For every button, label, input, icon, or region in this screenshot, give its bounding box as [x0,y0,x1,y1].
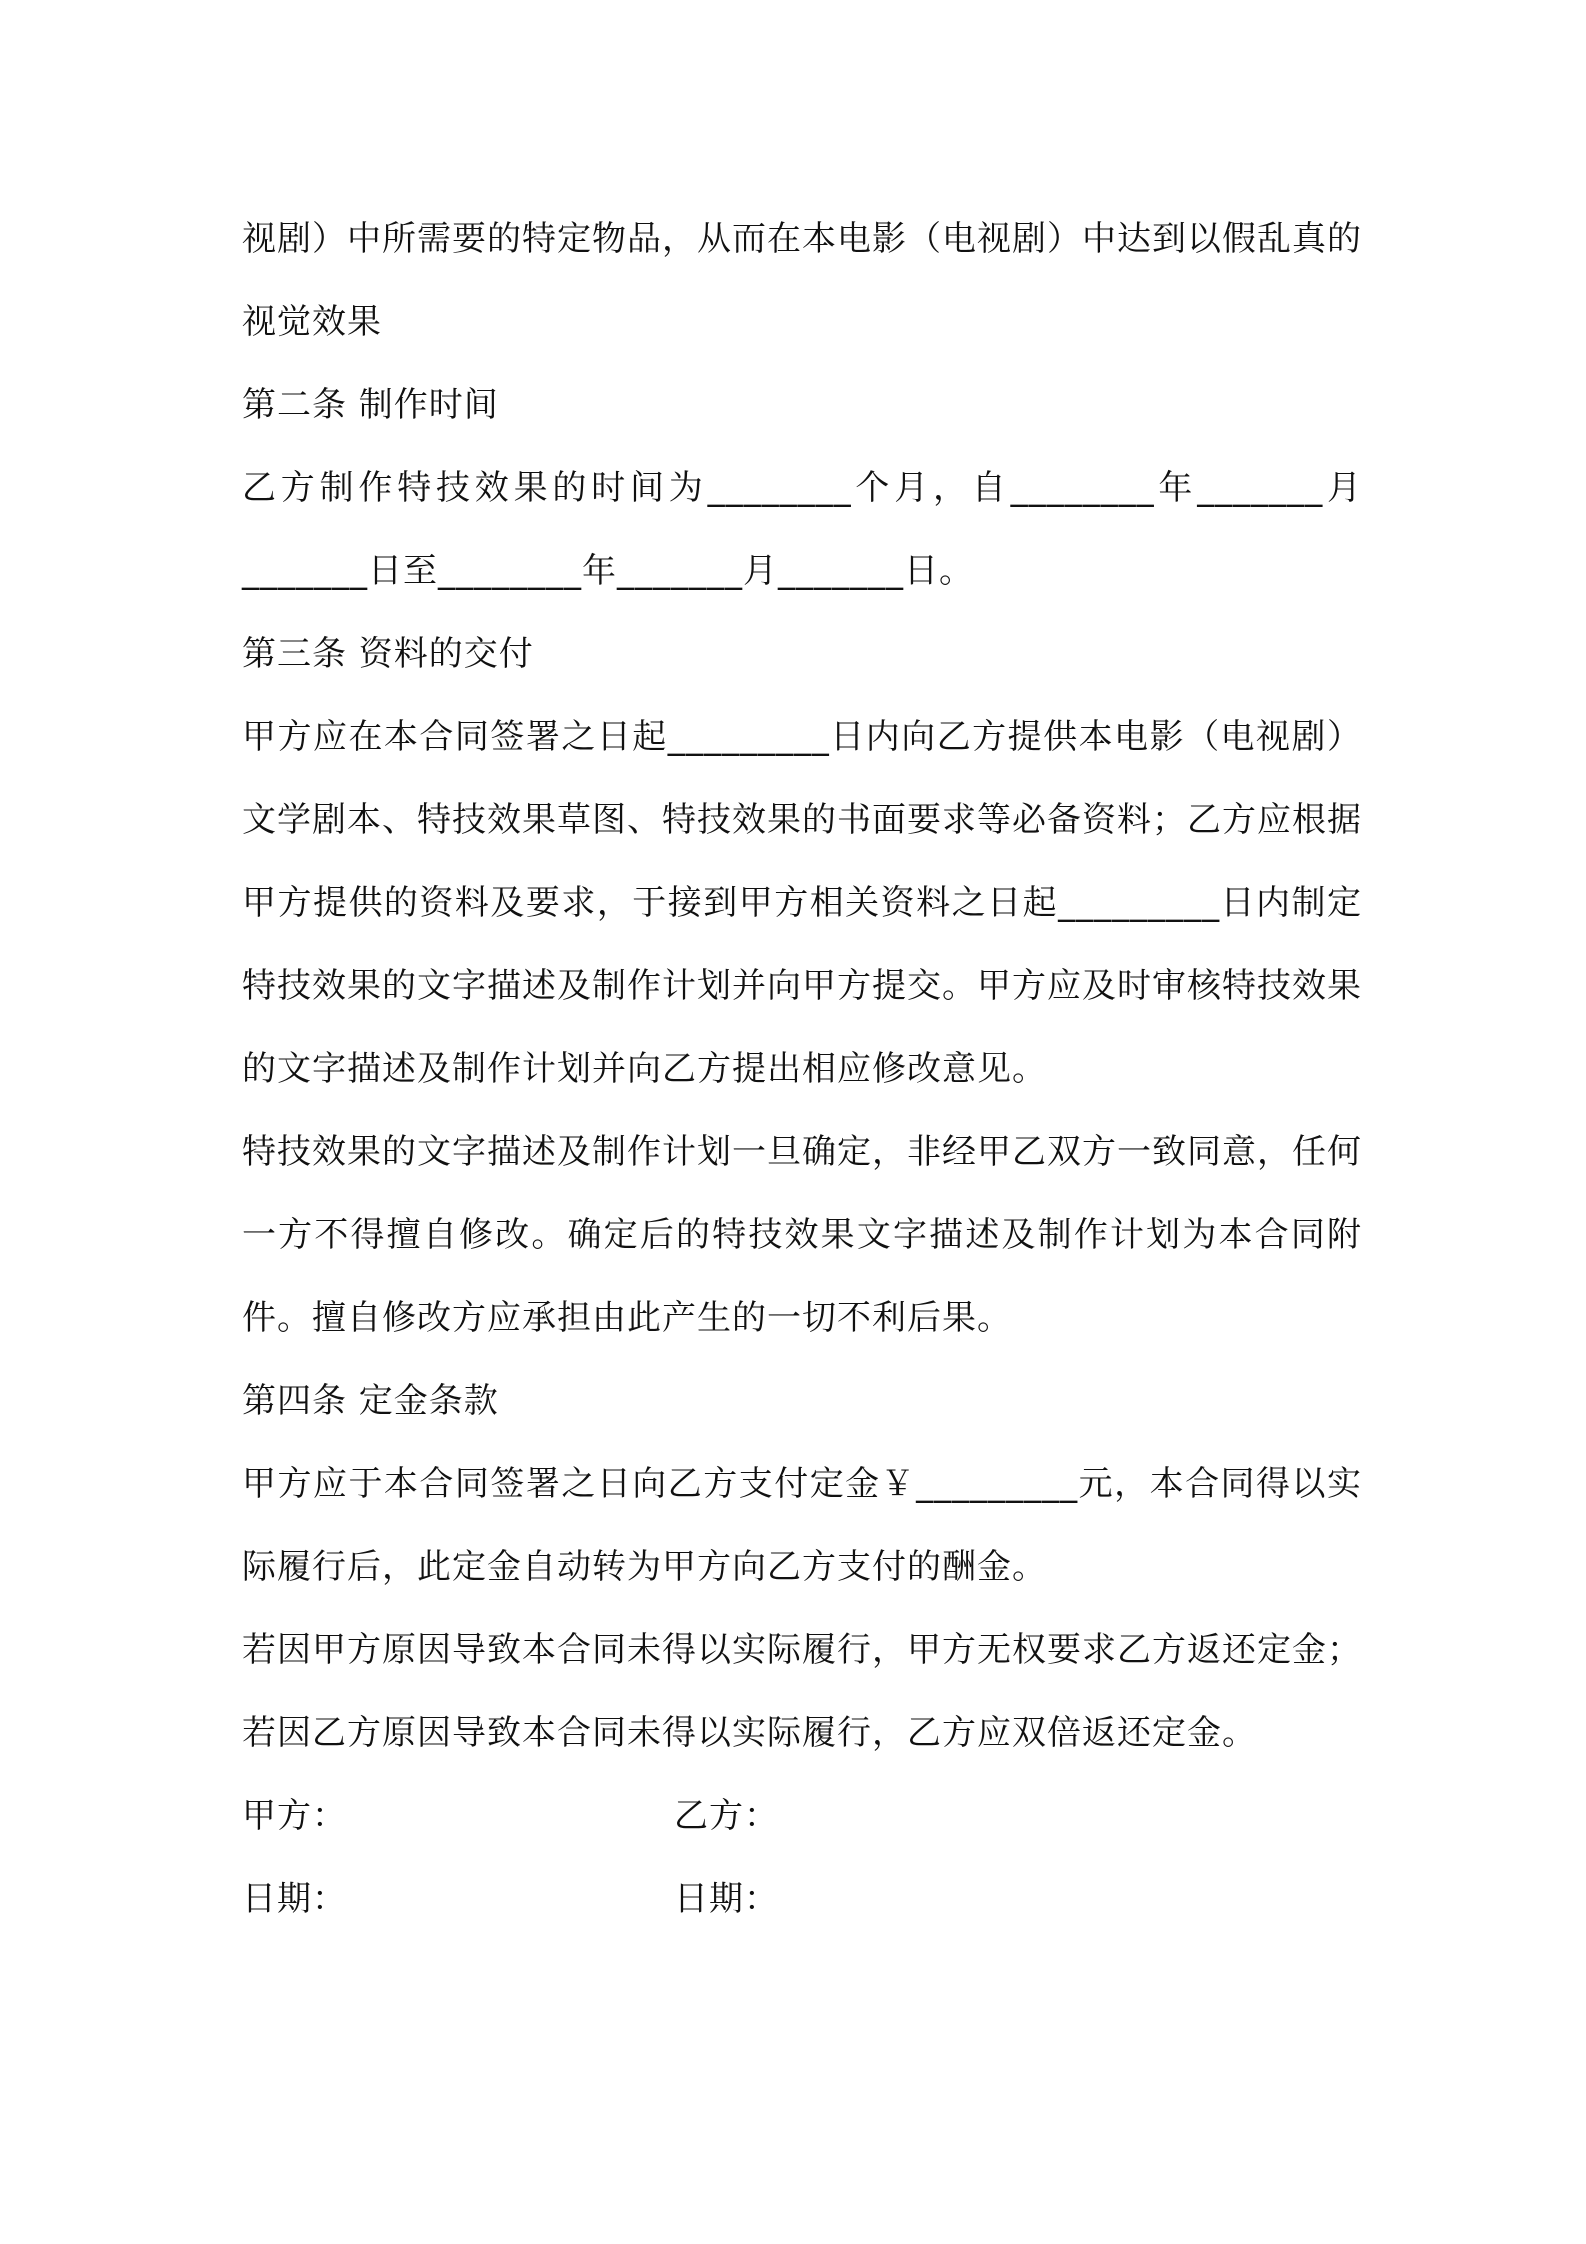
article-3-paragraph-2: 特技效果的文字描述及制作计划一旦确定，非经甲乙双方一致同意，任何一方不得擅自修改。确定后的特技效果文字描述及制作计划为本合同附件。擅自修改方应承担由此产生的一切不利后果。 [242,1132,1362,1338]
article-4-paragraph-1: 甲方应于本合同签署之日向乙方支付定金￥_________元，本合同得以实际履行后，此定金自动转为甲方向乙方支付的酬金。 [242,1464,1362,1587]
article-4-heading: 第四条 定金条款 [242,1381,499,1421]
article-3-paragraph-1: 甲方应在本合同签署之日起_________日内向乙方提供本电影（电视剧）文学剧本、特技效果草图、特技效果的书面要求等必备资料；乙方应根据甲方提供的资料及要求，于接到甲方相关资料之日起_________日内制定特技效果的文字描述及制作计划并向甲方提交。甲方应及时审核特技效果的文字描述及制作计划并向乙方提出相应修改意见。 [242,717,1362,1089]
article-2-heading: 第二条 制作时间 [242,385,499,425]
signature-row-dates [242,1858,1362,1941]
document-body [242,198,1362,1941]
date-b-label: 日期： [674,1879,779,1919]
intro-paragraph: 视剧）中所需要的特定物品，从而在本电影（电视剧）中达到以假乱真的视觉效果 [242,219,1362,342]
date-a-label: 日期： [242,1879,347,1919]
party-a-label: 甲方： [242,1796,347,1836]
article-4-paragraph-2: 若因甲方原因导致本合同未得以实际履行，甲方无权要求乙方返还定金；若因乙方原因导致本合同未得以实际履行，乙方应双倍返还定金。 [242,1630,1362,1753]
article-2-paragraph-1: 乙方制作特技效果的时间为________个月，自________年_______月_______日至________年_______月_______日。 [242,468,1362,591]
article-3-heading: 第三条 资料的交付 [242,634,534,674]
signature-row-parties [242,1775,1362,1858]
party-b-label: 乙方： [674,1796,779,1836]
